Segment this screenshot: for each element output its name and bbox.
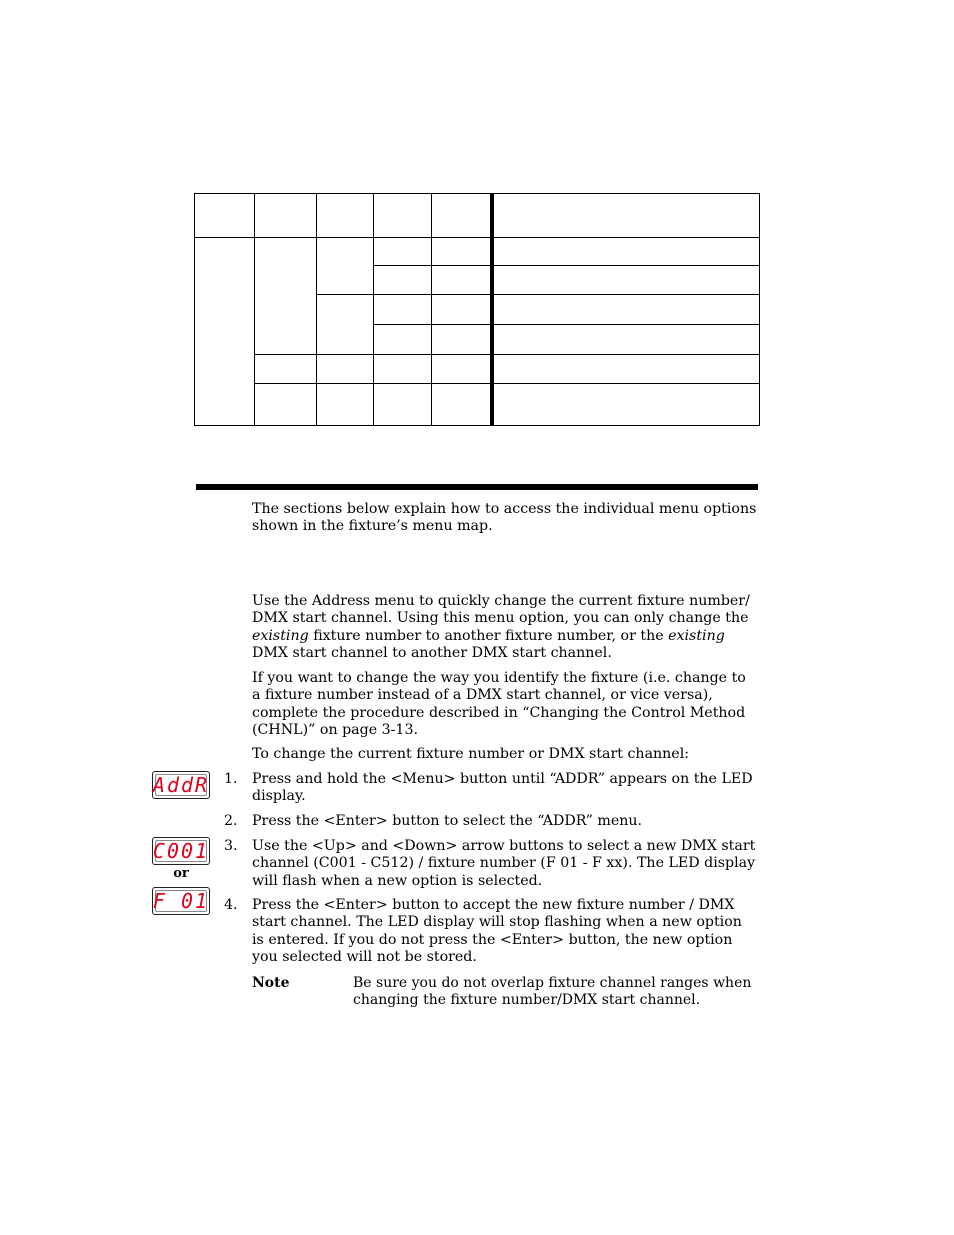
table-row-rule xyxy=(254,354,759,355)
address-paragraph-1-part-b: fixture number to another fixture number, or the xyxy=(308,627,669,644)
address-paragraph-1-part-a: Use the Address menu to quickly change the current fixture number/ DMX start channel. Using this menu option, you can only change the xyxy=(252,593,750,627)
step-text: Press and hold the <Menu> button until “ADDR” appears on the LED display. xyxy=(252,771,753,805)
address-paragraph-1-part-c: DMX start channel to another DMX start channel. xyxy=(252,645,612,662)
step-text: Press the <Enter> button to select the “ADDR” menu. xyxy=(252,813,642,829)
emphasis-existing: existing xyxy=(252,627,309,644)
menu-map-table xyxy=(194,193,760,426)
table-row-rule xyxy=(373,265,759,266)
or-label: or xyxy=(173,866,189,881)
table-row-rule xyxy=(373,324,759,325)
table-thick-divider xyxy=(490,194,494,425)
step-number: 2. xyxy=(224,813,238,829)
table-row-rule xyxy=(254,383,759,384)
step-3 xyxy=(224,838,757,890)
step-text: Use the <Up> and <Down> arrow buttons to select a new DMX start channel (C001 - C512) / fixture number (F 01 - F xx). The LED display will flash when a new option is selected. xyxy=(252,838,756,889)
led-readout: AddR xyxy=(152,773,210,797)
address-paragraph-1 xyxy=(252,593,757,663)
led-display-channel xyxy=(152,837,210,865)
table-col-divider xyxy=(316,194,317,425)
step-4 xyxy=(224,897,757,967)
table-header-rule xyxy=(195,237,759,238)
led-display-addr xyxy=(152,771,210,799)
led-display-fixture xyxy=(152,887,210,915)
note-text: Be sure you do not overlap fixture channel ranges when changing the fixture number/DMX start channel. xyxy=(353,975,752,1008)
intro-paragraph: The sections below explain how to access the individual menu options shown in the fixture’s menu map. xyxy=(252,501,757,535)
address-paragraph-2: If you want to change the way you identify the fixture (i.e. change to a fixture number instead of a DMX start channel, or vice versa), complete the procedure described in “Changing the Control Method (CHNL)” on page 3-13. xyxy=(252,670,746,739)
led-readout: F 01 xyxy=(152,889,210,913)
section-rule xyxy=(196,484,758,490)
emphasis-existing: existing xyxy=(668,627,725,644)
step-text: Press the <Enter> button to accept the new fixture number / DMX start channel. The LED display will stop flashing when a new option is entered. If you do not press the <Enter> button, the new option you selected will not be stored. xyxy=(252,897,742,966)
table-col-divider xyxy=(373,194,374,425)
step-2 xyxy=(224,813,757,830)
step-number: 1. xyxy=(224,771,238,787)
table-col-divider xyxy=(431,194,432,425)
step-number: 3. xyxy=(224,838,238,854)
step-1 xyxy=(224,771,757,806)
step-number: 4. xyxy=(224,897,238,913)
address-paragraph-3: To change the current fixture number or DMX start channel: xyxy=(252,746,690,762)
led-readout: C001 xyxy=(152,839,210,863)
note-label: Note xyxy=(252,975,290,991)
table-row-rule xyxy=(316,294,759,295)
table-col-divider xyxy=(254,194,255,425)
